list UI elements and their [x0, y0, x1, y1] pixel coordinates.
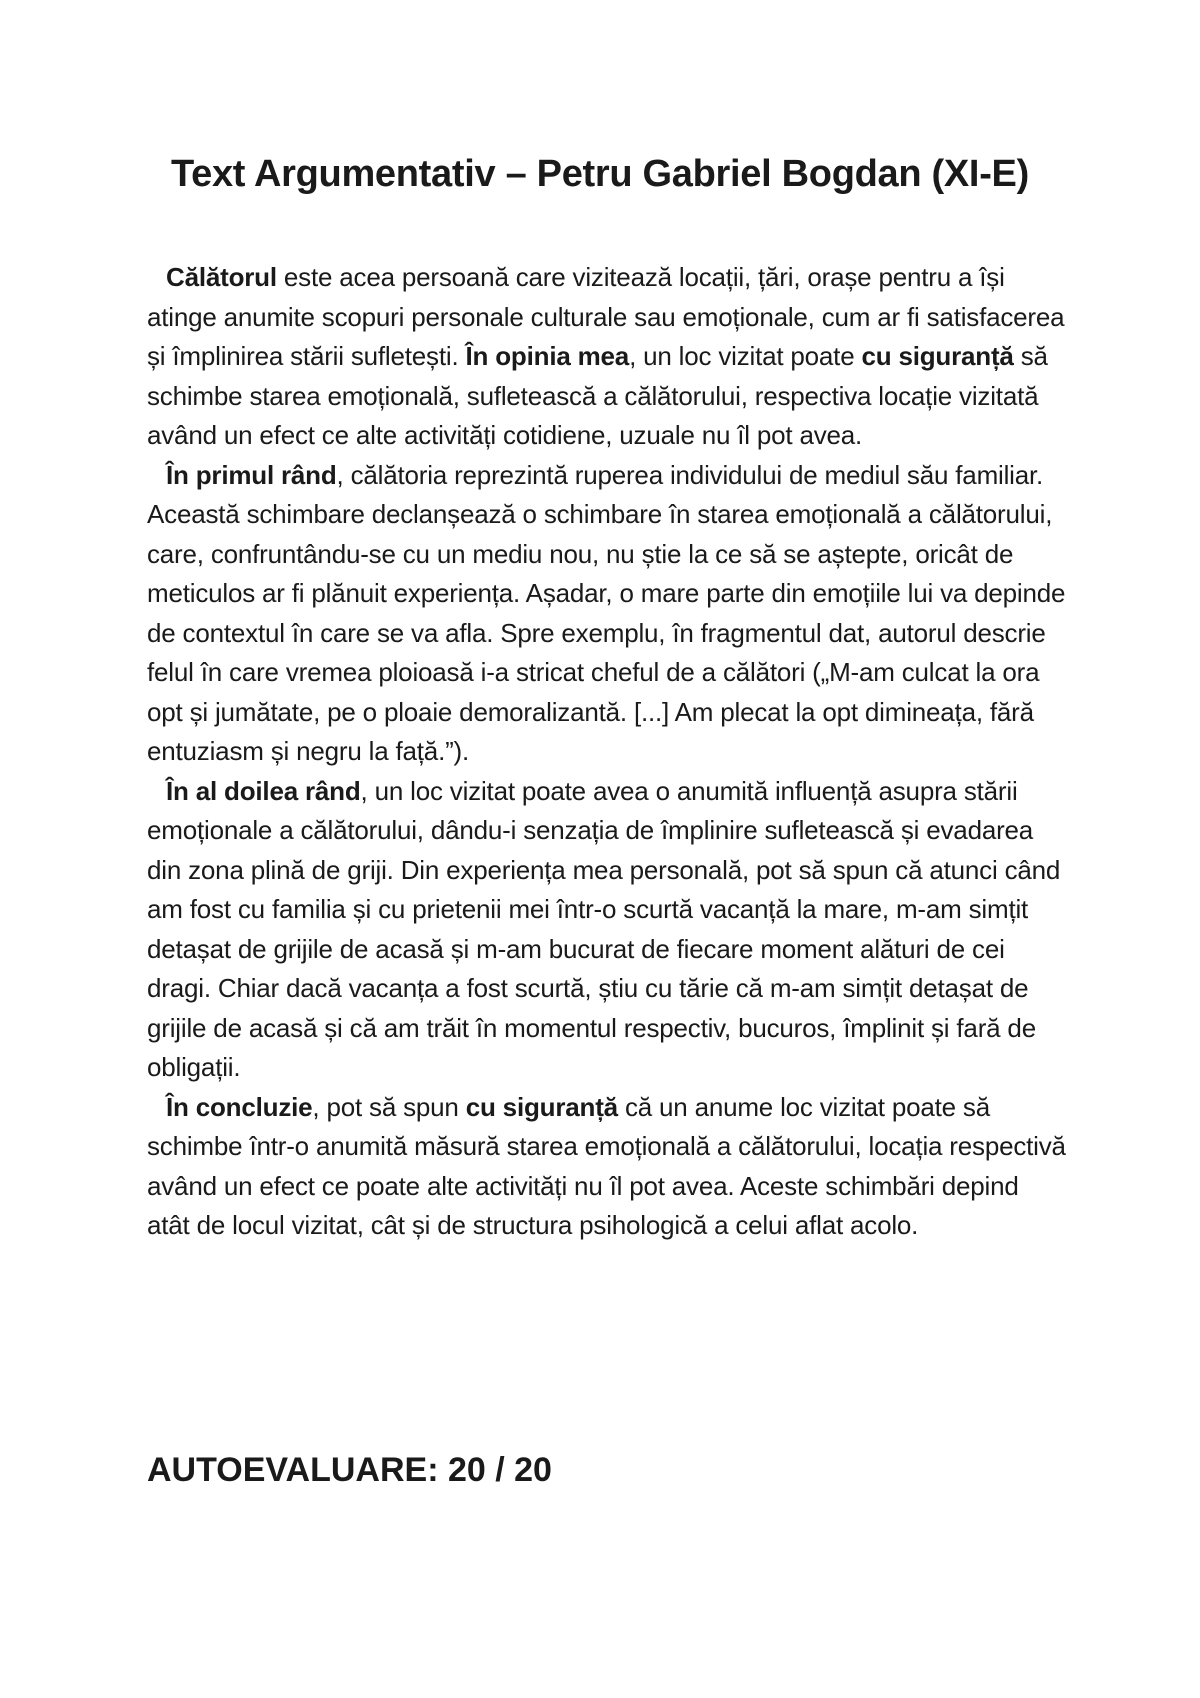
document-title: Text Argumentativ – Petru Gabriel Bogdan (XI-E): [171, 153, 1029, 195]
self-evaluation-score: AUTOEVALUARE: 20 / 20: [147, 1451, 552, 1489]
paragraph-conclusion: [147, 1088, 1067, 1246]
text-segment: cu siguranță: [465, 1091, 618, 1122]
text-segment: În opinia mea: [465, 341, 630, 371]
paragraph-argument-1: [147, 456, 1067, 772]
text-segment: , călătoria reprezintă ruperea individului de mediul său familiar. Această schimbare declanșează o schimbare în starea emoțională a călătorului, care, confruntându-se cu un mediu nou, nu știe la ce să se aștepte, oricât de meticulos ar fi plănuit experiența. Așadar, o mare parte din emoțiile lui va depinde de contextul în care se va afla. Spre exemplu, în fragmentul dat, autorul descrie felul în care vremea ploioasă i-a stricat cheful de a călători („M-am culcat la ora opt și jumătate, pe o ploaie demoralizantă. [...] Am plecat la opt dimineața, fără entuziasm și negru la față.”).: [147, 459, 1066, 766]
paragraph-intro: [147, 258, 1067, 456]
text-segment: , pot să spun: [312, 1091, 466, 1122]
text-segment: În al doilea rând: [166, 775, 361, 806]
text-segment: cu siguranță: [861, 341, 1014, 371]
text-segment: Călătorul: [166, 262, 277, 292]
text-segment: În primul rând: [166, 459, 337, 490]
text-segment: că un anume loc vizitat poate să schimbe într-o anumită măsură starea emoțională a călătorului, locația respectivă având un efect ce poate alte activități nu îl pot avea. Aceste schimbări depind atât de locul vizitat, cât și de structura psihologică a celui aflat acolo.: [147, 1091, 1066, 1240]
text-segment: , un loc vizitat poate avea o anumită influență asupra stării emoționale a călătorului, dându-i senzația de împlinire sufletească și evadarea din zona plină de griji. Din experiența mea personală, pot să spun că atunci când am fost cu familia și cu prietenii mei într-o scurtă vacanță la mare, m-am simțit detașat de grijile de acasă și m-am bucurat de fiecare moment alături de cei dragi. Chiar dacă vacanța a fost scurtă, știu cu tărie că m-am simțit detașat de grijile de acasă și că am trăit în momentul respectiv, bucuros, împlinit și fară de obligații.: [147, 775, 1061, 1082]
text-segment: este acea persoană care vizitează locații, țări, orașe pentru a își atinge anumite scopuri personale culturale sau emoționale, cum ar fi satisfacerea și împlinirea stării sufletești.: [147, 262, 1065, 371]
document-body: [147, 258, 1067, 1246]
text-segment: În concluzie: [166, 1091, 313, 1122]
text-segment: să schimbe starea emoțională, sufletească a călătorului, respectiva locație vizitată având un efect ce alte activități cotidiene, uzuale nu îl pot avea.: [147, 341, 1048, 450]
text-segment: , un loc vizitat poate: [629, 341, 862, 371]
paragraph-argument-2: [147, 772, 1067, 1088]
